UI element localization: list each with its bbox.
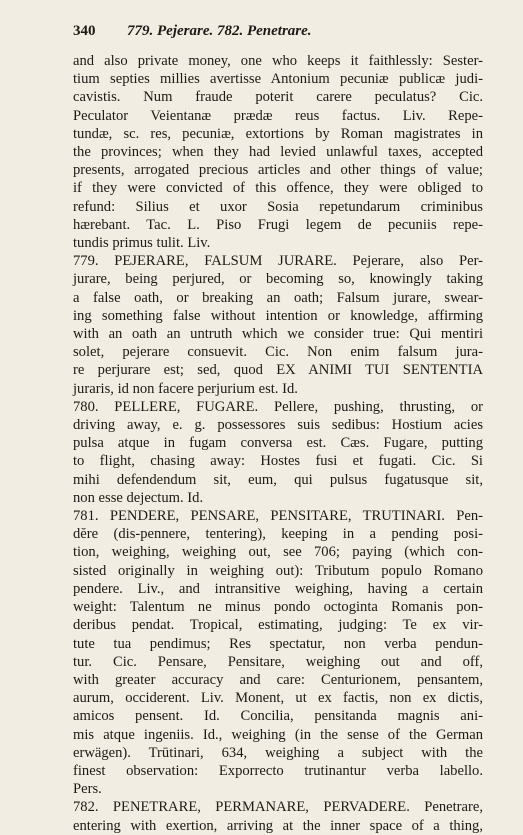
text-line: pulsa atque in fugam conversa est. Cæs. Fugare, putting (73, 435, 483, 452)
text-line: entering with exertion, arriving at the inner space of a thing, (73, 817, 483, 834)
body-text (73, 52, 483, 835)
page-header (73, 22, 483, 40)
text-line: the provinces; when they had levied unlawful taxes, accepted (73, 144, 483, 161)
text-line: with an oath an untruth which we consider true: Qui mentiri (73, 326, 483, 343)
text-line: to flight, chasing away: Hostes fusi et fugati. Cic. Si (73, 453, 483, 470)
text-line: Pers. (73, 781, 102, 798)
entry-779-heading: 779. PEJERARE, FALSUM JURARE. Pejerare, also Per- (73, 253, 483, 270)
running-title: 779. Pejerare. 782. Penetrare. (127, 23, 312, 39)
text-line: tundis primus tulit. Liv. (73, 235, 211, 252)
text-line: Peculator Veientanæ prædæ reus factus. Liv. Repe- (73, 107, 483, 124)
text-line: tute tua pendimus; Res spectatur, non verba pendun- (73, 635, 483, 652)
text-line: hærebant. Tac. L. Piso Frugi legem de pecuniis repe- (73, 216, 483, 233)
text-line: refund: Silius et uxor Sosia repetundarum criminibus (73, 198, 483, 215)
text-line: ing something false without intention or knowledge, affirming (73, 307, 483, 324)
text-line: mis atque ingeniis. Id., weighing (in the sense of the German (73, 726, 483, 743)
text-line: presents, arrogated precious articles and other things of value; (73, 162, 483, 179)
text-line: if they were convicted of this offence, they were obliged to (73, 180, 483, 197)
text-line: tur. Cic. Pensare, Pensitare, weighing out and off, (73, 653, 483, 670)
text-line: solet, pejerare consuevit. Cic. Non enim falsum jura- (73, 344, 483, 361)
text-line: pendere. Liv., and intransitive weighing, having a certain (73, 580, 483, 597)
text-line: non esse dejectum. Id. (73, 489, 204, 506)
text-line: erwägen). Trūtinari, 634, weighing a subject with the (73, 744, 483, 761)
text-line: deribus pendat. Tropical, estimating, judging: Te ex vir- (73, 617, 483, 634)
entry-782-heading: 782. PENETRARE, PERMANARE, PERVADERE. Penetrare, (73, 799, 483, 816)
text-line: cavistis. Num fraude poterit carere peculatus? Cic. (73, 89, 483, 106)
text-line: re perjurare est; sed, quod EX ANIMI TUI SENTENTIA (73, 362, 483, 379)
text-line: a false oath, or breaking an oath; Falsum jurare, swear- (73, 289, 483, 306)
text-line: dĕre (dis-pennere, tentering), keeping in a pending posi- (73, 526, 483, 543)
text-line: tium septies millies avertisse Antonium pecuniæ publicæ judi- (73, 71, 483, 88)
text-line: driving away, e. g. possessores suis sedibus: Hostium acies (73, 417, 483, 434)
entry-780-heading: 780. PELLERE, FUGARE. Pellere, pushing, thrusting, or (73, 398, 483, 415)
text-line: sisted originally in weighing out): Tributum populo Romano (73, 562, 483, 579)
text-line: jurare, being perjured, or becoming so, knowingly taking (73, 271, 483, 288)
text-line: tion, weighing, weighing out, see 706; paying (which con- (73, 544, 483, 561)
entry-781-heading: 781. PENDERE, PENSARE, PENSITARE, TRUTINARI. Pen- (73, 508, 483, 525)
text-line: weight: Talentum ne minus pondo octoginta Romanis pon- (73, 599, 483, 616)
text-line: juraris, id non facere perjurium est. Id. (73, 380, 298, 397)
page-number: 340 (73, 23, 96, 39)
text-line: aurum, occiderent. Liv. Monent, ut ex factis, non ex dictis, (73, 690, 483, 707)
text-line: mihi defendendum sit, eum, qui pulsus fugatusque sit, (73, 471, 483, 488)
text-line: finest observation: Exporrecto trutinantur verba labello. (73, 762, 483, 779)
text-line: tundæ, sc. res, pecuniæ, extortions by Roman magistrates in (73, 125, 483, 142)
text-line: with greater accuracy and care: Centurionem, pensantem, (73, 671, 483, 688)
text-line: and also private money, one who keeps it faithlessly: Sester- (73, 53, 483, 69)
text-line: amicos pensent. Id. Concilia, pensitanda magnis ani- (73, 708, 483, 725)
